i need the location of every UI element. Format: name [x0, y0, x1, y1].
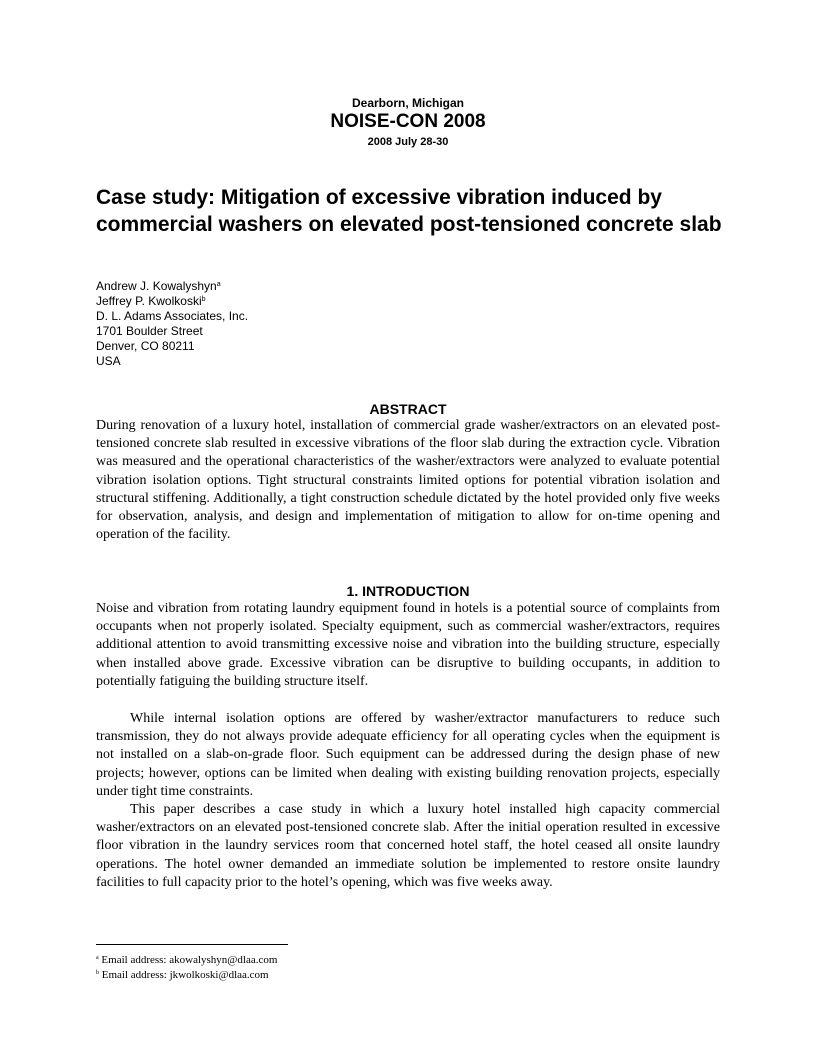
paper-title: Case study: Mitigation of excessive vibration induced by commercial washers on elevated post-tensioned concrete slab [96, 186, 722, 236]
footnote-b [96, 968, 277, 983]
abstract-text: During renovation of a luxury hotel, installation of commercial grade washer/extractors on an elevated post-tensioned concrete slab resulted in excessive vibrations of the floor slab during the extraction cycle. Vibration was measured and the operational characteristics of the washer/extractors were analyzed to evaluate potential vibration isolation options. Tight structural constraints limited options for potential vibration isolation and structural stiffening. Additionally, a tight construction schedule dictated by the hotel provided only five weeks for observation, analysis, and design and implementation of mitigation to allow for on-time opening and operation of the facility. [96, 418, 720, 543]
author-mark: a [216, 281, 221, 288]
footnote-mark: b [96, 970, 99, 976]
intro-paragraph-3: This paper describes a case study in which a luxury hotel installed high capacity commercial washer/extractors on an elevated post-tensioned concrete slab. After the initial operation resulted in excessive floor vibration in the laundry services room that concerned hotel staff, the hotel ceased all onsite laundry operations. The hotel owner demanded an immediate solution be implemented to restore onsite laundry facilities to full capacity prior to the hotel’s opening, which was five weeks away. [96, 802, 720, 890]
footnote-a [96, 953, 277, 968]
affiliation-line: USA [96, 354, 121, 368]
footnotes [96, 953, 277, 983]
footnote-text: Email address: akowalyshyn@dlaa.com [101, 954, 278, 966]
footnote-divider [96, 944, 288, 945]
author-name: Jeffrey P. Kwolkoski [96, 294, 202, 308]
affiliation-line: Denver, CO 80211 [96, 339, 195, 353]
author-2 [96, 294, 248, 309]
author-mark: b [201, 296, 206, 303]
author-name: Andrew J. Kowalyshyn [96, 279, 217, 293]
conference-city: Dearborn, Michigan [351, 96, 464, 110]
abstract-heading: ABSTRACT [369, 401, 447, 417]
intro-paragraph-1: Noise and vibration from rotating laundry equipment found in hotels is a potential source of complaints from occupants when not properly isolated. Specialty equipment, such as commercial washer/extractors, requires additional attention to avoid transmitting excessive noise and vibration into the building structure, especially when installed above grade. Excessive vibration can be disruptive to building occupants, in addition to potentially fatiguing the building structure itself. [96, 601, 720, 689]
conference-dates: 2008 July 28-30 [367, 136, 449, 148]
footnote-text: Email address: jkwolkoski@dlaa.com [101, 969, 269, 981]
affiliation-line: 1701 Boulder Street [96, 324, 203, 338]
footnote-mark: a [96, 955, 99, 961]
author-block [96, 279, 248, 369]
author-1 [96, 279, 248, 294]
affiliation-line: D. L. Adams Associates, Inc. [96, 309, 249, 323]
intro-paragraph-2: While internal isolation options are offered by washer/extractor manufacturers to reduce such transmission, they do not always provide adequate efficiency for all operating cycles when the equipment is not installed on a slab-on-grade floor. Such equipment can be addressed during the design phase of new projects; however, options can be limited when dealing with existing building renovation projects, especially under tight time constraints. [96, 711, 720, 799]
introduction-heading: 1. INTRODUCTION [346, 583, 470, 599]
conference-name: NOISE-CON 2008 [330, 111, 486, 132]
